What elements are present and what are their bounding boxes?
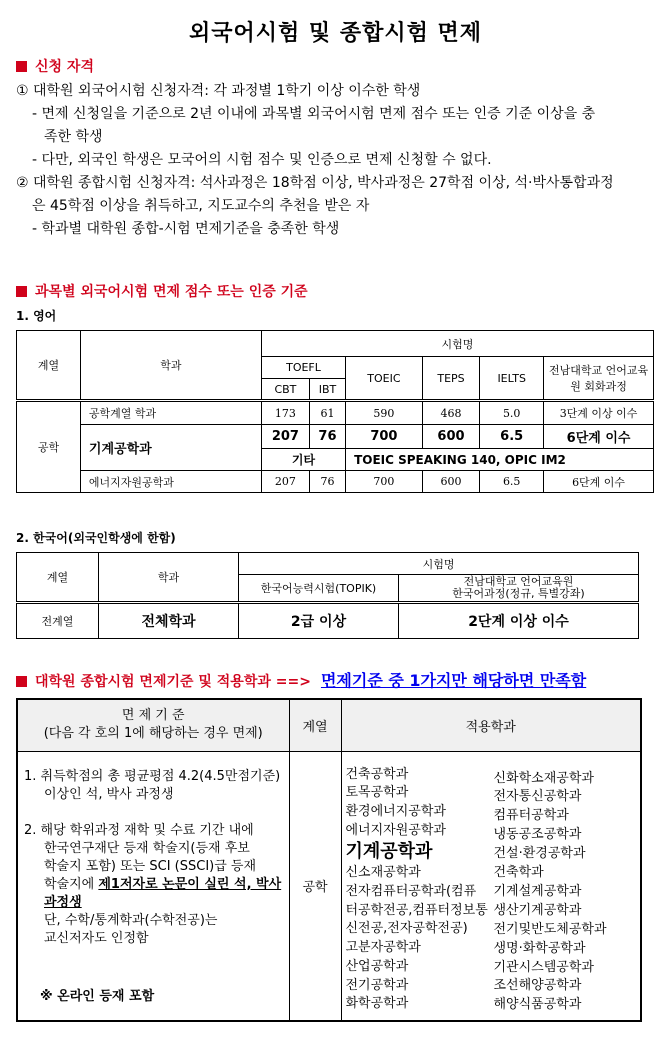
dept-item: 고분자공학과 xyxy=(345,940,421,956)
eligibility-line: - 다만, 외국인 학생은 모국어의 시험 점수 및 인증으로 면제 신청할 수 없다. xyxy=(32,152,492,168)
toeic-cell: 590 xyxy=(346,401,423,425)
korean-subheading: 2. 한국어(외국인학생에 한함) xyxy=(16,531,176,545)
eligibility-line: - 학과별 대학원 종합-시험 면제기준을 충족한 학생 xyxy=(32,221,340,237)
dept-item: 기계설계공학과 xyxy=(493,883,582,899)
dept-item: 산업공학과 xyxy=(345,958,409,974)
cnu-cell: 6단계 이수 xyxy=(544,425,654,449)
english-criteria-table xyxy=(16,330,654,493)
dept-item: 토목공학과 xyxy=(345,785,409,801)
red-square-icon xyxy=(16,676,27,687)
dept-item: 기관시스템공학과 xyxy=(493,959,594,975)
header-cnu: 전남대학교 언어교육원 한국어과정(정규, 특별강좌) xyxy=(399,575,639,603)
header-exam: 시험명 xyxy=(239,553,639,575)
ielts-cell: 6.5 xyxy=(480,425,544,449)
red-square-icon xyxy=(16,286,27,297)
header-field: 계열 xyxy=(17,331,81,401)
ibt-cell: 76 xyxy=(309,425,345,449)
teps-cell: 600 xyxy=(422,425,480,449)
depts-cell xyxy=(341,751,641,1021)
dept-item: 에너지자원공학과 xyxy=(345,822,446,838)
topik-cell: 2급 이상 xyxy=(239,603,399,639)
header-ibt: IBT xyxy=(309,379,345,401)
english-subheading: 1. 영어 xyxy=(16,309,57,323)
cnu-cell: 3단계 이상 이수 xyxy=(544,401,654,425)
section-heading-language-criteria: 과목별 외국어시험 면제 점수 또는 인증 기준 xyxy=(16,281,308,301)
dept-item: 신소재공학과 xyxy=(345,865,421,881)
dept-item: 컴퓨터공학과 xyxy=(493,808,569,824)
header-cnu: 전남대학교 언어교육원 회화과정 xyxy=(544,357,654,401)
ielts-cell: 6.5 xyxy=(480,471,544,493)
field-cell: 공학 xyxy=(289,751,341,1021)
dept-item: 터공학전공,컴퓨터정보통 xyxy=(345,902,488,918)
section-heading-comprehensive-exam: 대학원 종합시험 면제기준 및 적용학과 ==> 면제기준 중 1가지만 해당하면 만족함 xyxy=(16,668,586,691)
header-field: 계열 xyxy=(289,699,341,751)
cbt-cell: 207 xyxy=(261,425,309,449)
dept-item: 건설·환경공학과 xyxy=(493,846,586,862)
dept-cell: 공학계열 학과 xyxy=(80,401,261,425)
header-topik: 한국어능력시험(TOPIK) xyxy=(239,575,399,603)
header-field: 계열 xyxy=(17,553,99,603)
field-cell: 공학 xyxy=(17,401,81,493)
dept-item: 건축학과 xyxy=(493,865,544,881)
header-teps: TEPS xyxy=(422,357,480,401)
eligibility-line: 족한 학생 xyxy=(44,129,103,145)
header-dept: 학과 xyxy=(99,553,239,603)
table-row xyxy=(17,425,654,449)
table-row xyxy=(17,401,654,425)
dept-item: 전자통신공학과 xyxy=(493,789,582,805)
header-dept: 학과 xyxy=(80,331,261,401)
cbt-cell: 207 xyxy=(261,471,309,493)
dept-item: 조선해양공학과 xyxy=(493,978,582,994)
teps-cell: 468 xyxy=(422,401,480,425)
toeic-cell: 700 xyxy=(346,471,423,493)
highlight-note: 면제기준 중 1가지만 해당하면 만족함 xyxy=(320,671,587,690)
cnu-cell: 6단계 이수 xyxy=(544,471,654,493)
table-row xyxy=(17,471,654,493)
dept-item: 전기및반도체공학과 xyxy=(493,921,607,937)
dept-item: 환경에너지공학과 xyxy=(345,803,446,819)
ielts-cell: 5.0 xyxy=(480,401,544,425)
dept-item: 신전공,전자공학전공) xyxy=(345,921,468,937)
ibt-cell: 61 xyxy=(309,401,345,425)
dept-item: 건축공학과 xyxy=(345,766,409,782)
online-note: ※ 온라인 등재 포함 xyxy=(40,988,155,1004)
header-depts: 적용학과 xyxy=(341,699,641,751)
dept-item: 전자컴퓨터공학과(컴퓨 xyxy=(345,884,477,900)
dept-item: 신화학소재공학과 xyxy=(493,770,594,786)
dept-cell: 전체학과 xyxy=(99,603,239,639)
eligibility-line: ② 대학원 종합시험 신청자격: 석사과정은 18학점 이상, 박사과정은 27학점 이상, 석·박사통합과정 xyxy=(16,175,614,191)
dept-item: 생명·화학공학과 xyxy=(493,940,586,956)
comprehensive-exam-table xyxy=(16,698,642,1022)
header-toeic: TOEIC xyxy=(346,357,423,401)
header-criteria: 면 제 기 준 (다음 각 호의 1에 해당하는 경우 면제) xyxy=(17,699,289,751)
table-row xyxy=(17,603,639,639)
eligibility-line: ① 대학원 외국어시험 신청자격: 각 과정별 1학기 이상 이수한 학생 xyxy=(16,83,421,99)
criteria-cell: 1. 취득학점의 총 평균평점 4.2(4.5만점기준) 이상인 석, 박사 과정생 2. 해당 학위과정 재학 및 수료 기간 내에 한국연구재단 등재 학술지(등재 후보 학술지 포함) 또는 SCI (SSCI)급 등재 학술지에 제1저자로 논문이 실린 석, 박사 과정생 단, 수학/통계학과(수학전공)는 교신저자도 인정함 ※ 온라인 등재 포함 xyxy=(17,751,289,1021)
page-title: 외국어시험 및 종합시험 면제 xyxy=(188,21,482,46)
dept-item: 생산기계공학과 xyxy=(493,902,582,918)
teps-cell: 600 xyxy=(422,471,480,493)
other-value-cell: TOEIC SPEAKING 140, OPIC IM2 xyxy=(346,449,654,471)
header-exam: 시험명 xyxy=(261,331,653,357)
field-cell: 전계열 xyxy=(17,603,99,639)
cbt-cell: 173 xyxy=(261,401,309,425)
dept-list-col2 xyxy=(494,770,638,1016)
other-label-cell: 기타 xyxy=(261,449,345,471)
dept-list-col1 xyxy=(346,766,492,1014)
cnu-cell: 2단계 이상 이수 xyxy=(399,603,639,639)
dept-cell: 에너지자원공학과 xyxy=(80,471,261,493)
dept-item: 해양식품공학과 xyxy=(493,997,582,1013)
dept-cell: 기계공학과 xyxy=(80,425,261,471)
table-row xyxy=(17,751,641,1021)
toeic-cell: 700 xyxy=(346,425,423,449)
dept-item: 전기공학과 xyxy=(345,977,409,993)
section-heading-eligibility: 신청 자격 xyxy=(16,56,94,76)
eligibility-text xyxy=(16,80,656,241)
eligibility-line: 은 45학점 이상을 취득하고, 지도교수의 추천을 받은 자 xyxy=(32,198,370,214)
header-ielts: IELTS xyxy=(480,357,544,401)
red-square-icon xyxy=(16,61,27,72)
korean-criteria-table xyxy=(16,552,639,639)
eligibility-line: - 면제 신청일을 기준으로 2년 이내에 과목별 외국어시험 면제 점수 또는 인증 기준 이상을 충 xyxy=(32,106,596,122)
header-toefl: TOEFL xyxy=(261,357,345,379)
header-cbt: CBT xyxy=(261,379,309,401)
dept-item: 화학공학과 xyxy=(345,996,409,1012)
ibt-cell: 76 xyxy=(309,471,345,493)
dept-item: 냉동공조공학과 xyxy=(493,827,582,843)
dept-item: 기계공학과 xyxy=(345,841,433,863)
